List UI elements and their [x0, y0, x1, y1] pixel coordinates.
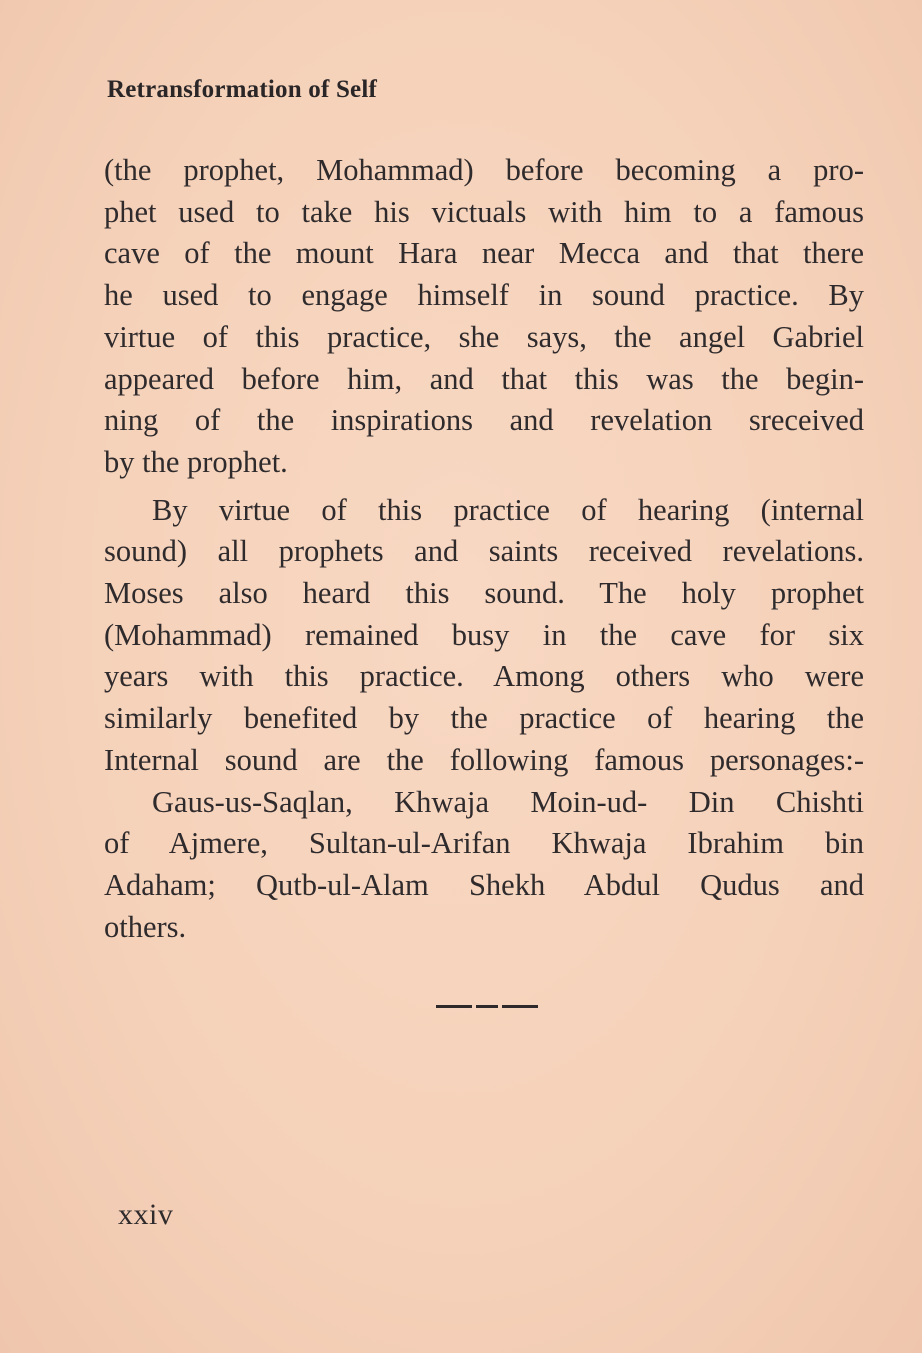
text-line: by the prophet. [104, 444, 288, 479]
text-line: virtue of this practice, she says, the angel Gabriel [104, 319, 864, 354]
text-line: of Ajmere, Sultan-ul-Arifan Khwaja Ibrahim bin [104, 826, 864, 861]
text-line: Adaham; Qutb-ul-Alam Shekh Abdul Qudus and [104, 867, 864, 902]
text-line: Gaus-us-Saqlan, Khwaja Moin-ud- Din Chishti [152, 784, 864, 819]
text-line: Internal sound are the following famous personages:- [104, 742, 864, 777]
paragraph-1 [104, 150, 864, 484]
text-line: others. [104, 909, 187, 944]
page-number: xxiv [118, 1198, 174, 1231]
text-line: phet used to take his victuals with him to a famous [104, 194, 864, 229]
text-line: sound) all prophets and saints received revelations. [104, 534, 864, 569]
text-line: appeared before him, and that this was the begin- [104, 361, 864, 396]
running-head-title: Retransformation of Self [107, 76, 378, 103]
text-line: (Mohammad) remained busy in the cave for six [104, 617, 864, 652]
text-line: years with this practice. Among others who were [104, 659, 864, 694]
body-text [104, 150, 864, 948]
paragraph-2 [104, 490, 864, 949]
text-line: cave of the mount Hara near Mecca and that there [104, 236, 864, 271]
text-line: (the prophet, Mohammad) before becoming a pro- [104, 153, 864, 187]
text-line: By virtue of this practice of hearing (internal [152, 492, 864, 527]
text-line: ning of the inspirations and revelation sreceived [104, 403, 864, 438]
text-line: similarly benefited by the practice of hearing the [104, 701, 864, 736]
text-line: he used to engage himself in sound practice. By [104, 278, 864, 313]
section-end-rule [436, 1004, 538, 1008]
text-line: Moses also heard this sound. The holy prophet [104, 576, 864, 611]
